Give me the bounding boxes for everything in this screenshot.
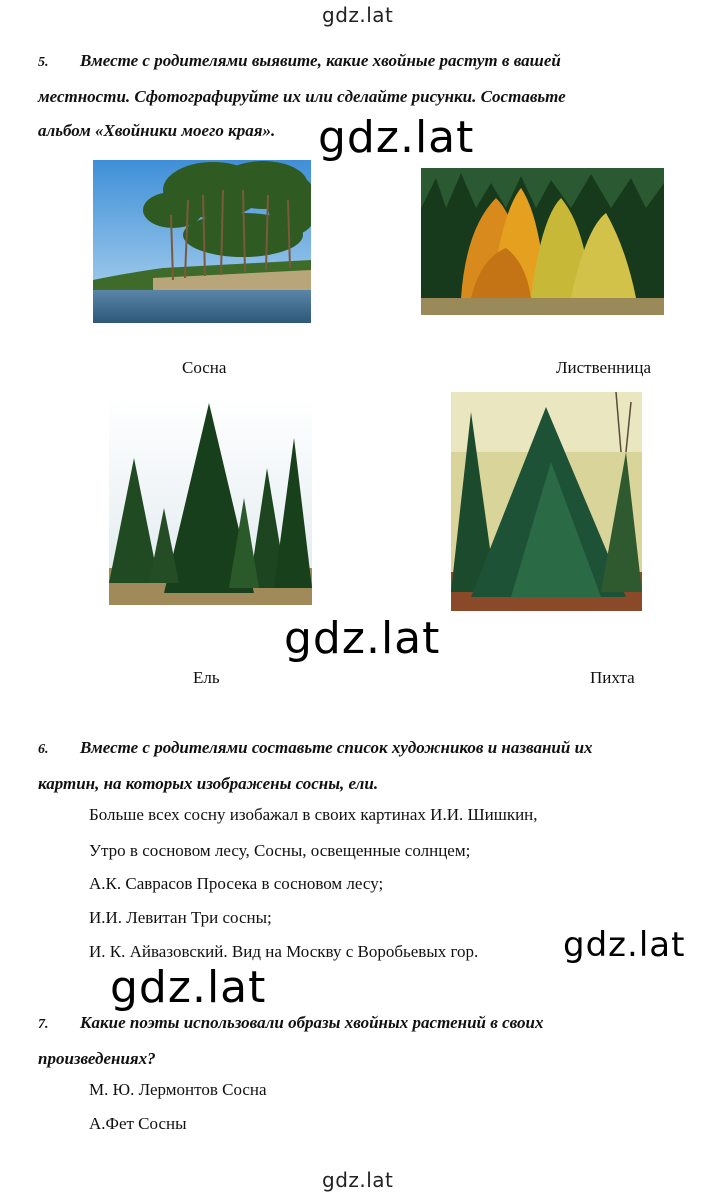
caption-fir: Пихта bbox=[590, 668, 635, 687]
task-6-number: 6. bbox=[38, 742, 49, 757]
fir-photo bbox=[451, 392, 642, 611]
answer-6-1: Больше всех сосну изобажал в своих картинах И.И. Шишкин, bbox=[89, 805, 538, 824]
answer-6-3: А.К. Саврасов Просека в сосновом лесу; bbox=[89, 874, 384, 893]
watermark-1: gdz.lat bbox=[318, 112, 475, 163]
caption-spruce: Ель bbox=[193, 668, 220, 687]
answer-7-1: М. Ю. Лермонтов Сосна bbox=[89, 1080, 267, 1099]
task-6-line-2: картин, на которых изображены сосны, ели. bbox=[38, 774, 379, 793]
task-7 bbox=[38, 1006, 698, 1076]
pine-photo bbox=[93, 160, 311, 323]
task-5-line-1: Вместе с родителями выявите, какие хвойные растут в вашей bbox=[80, 51, 561, 70]
larch-photo bbox=[421, 168, 664, 315]
answer-7-2: А.Фет Сосны bbox=[89, 1114, 187, 1133]
task-5-line-2: местности. Сфотографируйте их или сделайте рисунки. Составьте bbox=[38, 87, 566, 106]
watermark-3: gdz.lat bbox=[563, 925, 686, 965]
answer-6-2: Утро в сосновом лесу, Сосны, освещенные солнцем; bbox=[89, 841, 471, 860]
task-7-line-1: Какие поэты использовали образы хвойных растений в своих bbox=[80, 1013, 544, 1032]
answer-6-5: И. К. Айвазовский. Вид на Москву с Воробьевых гор. bbox=[89, 942, 479, 961]
task-7-line-2: произведениях? bbox=[38, 1049, 156, 1068]
watermark-top: gdz.lat bbox=[322, 3, 394, 27]
task-5-line-3: альбом «Хвойники моего края». bbox=[38, 121, 276, 140]
watermark-bottom: gdz.lat bbox=[322, 1168, 394, 1192]
watermark-2: gdz.lat bbox=[284, 613, 441, 664]
task-5-number: 5. bbox=[38, 55, 49, 70]
task-7-number: 7. bbox=[38, 1017, 49, 1032]
spruce-photo bbox=[109, 398, 312, 605]
watermark-4: gdz.lat bbox=[110, 962, 267, 1013]
task-6-line-1: Вместе с родителями составьте список художников и названий их bbox=[80, 738, 593, 757]
task-6 bbox=[38, 731, 698, 801]
caption-larch: Лиственница bbox=[556, 358, 652, 377]
answer-6-4: И.И. Левитан Три сосны; bbox=[89, 908, 272, 927]
caption-pine: Сосна bbox=[182, 358, 227, 377]
